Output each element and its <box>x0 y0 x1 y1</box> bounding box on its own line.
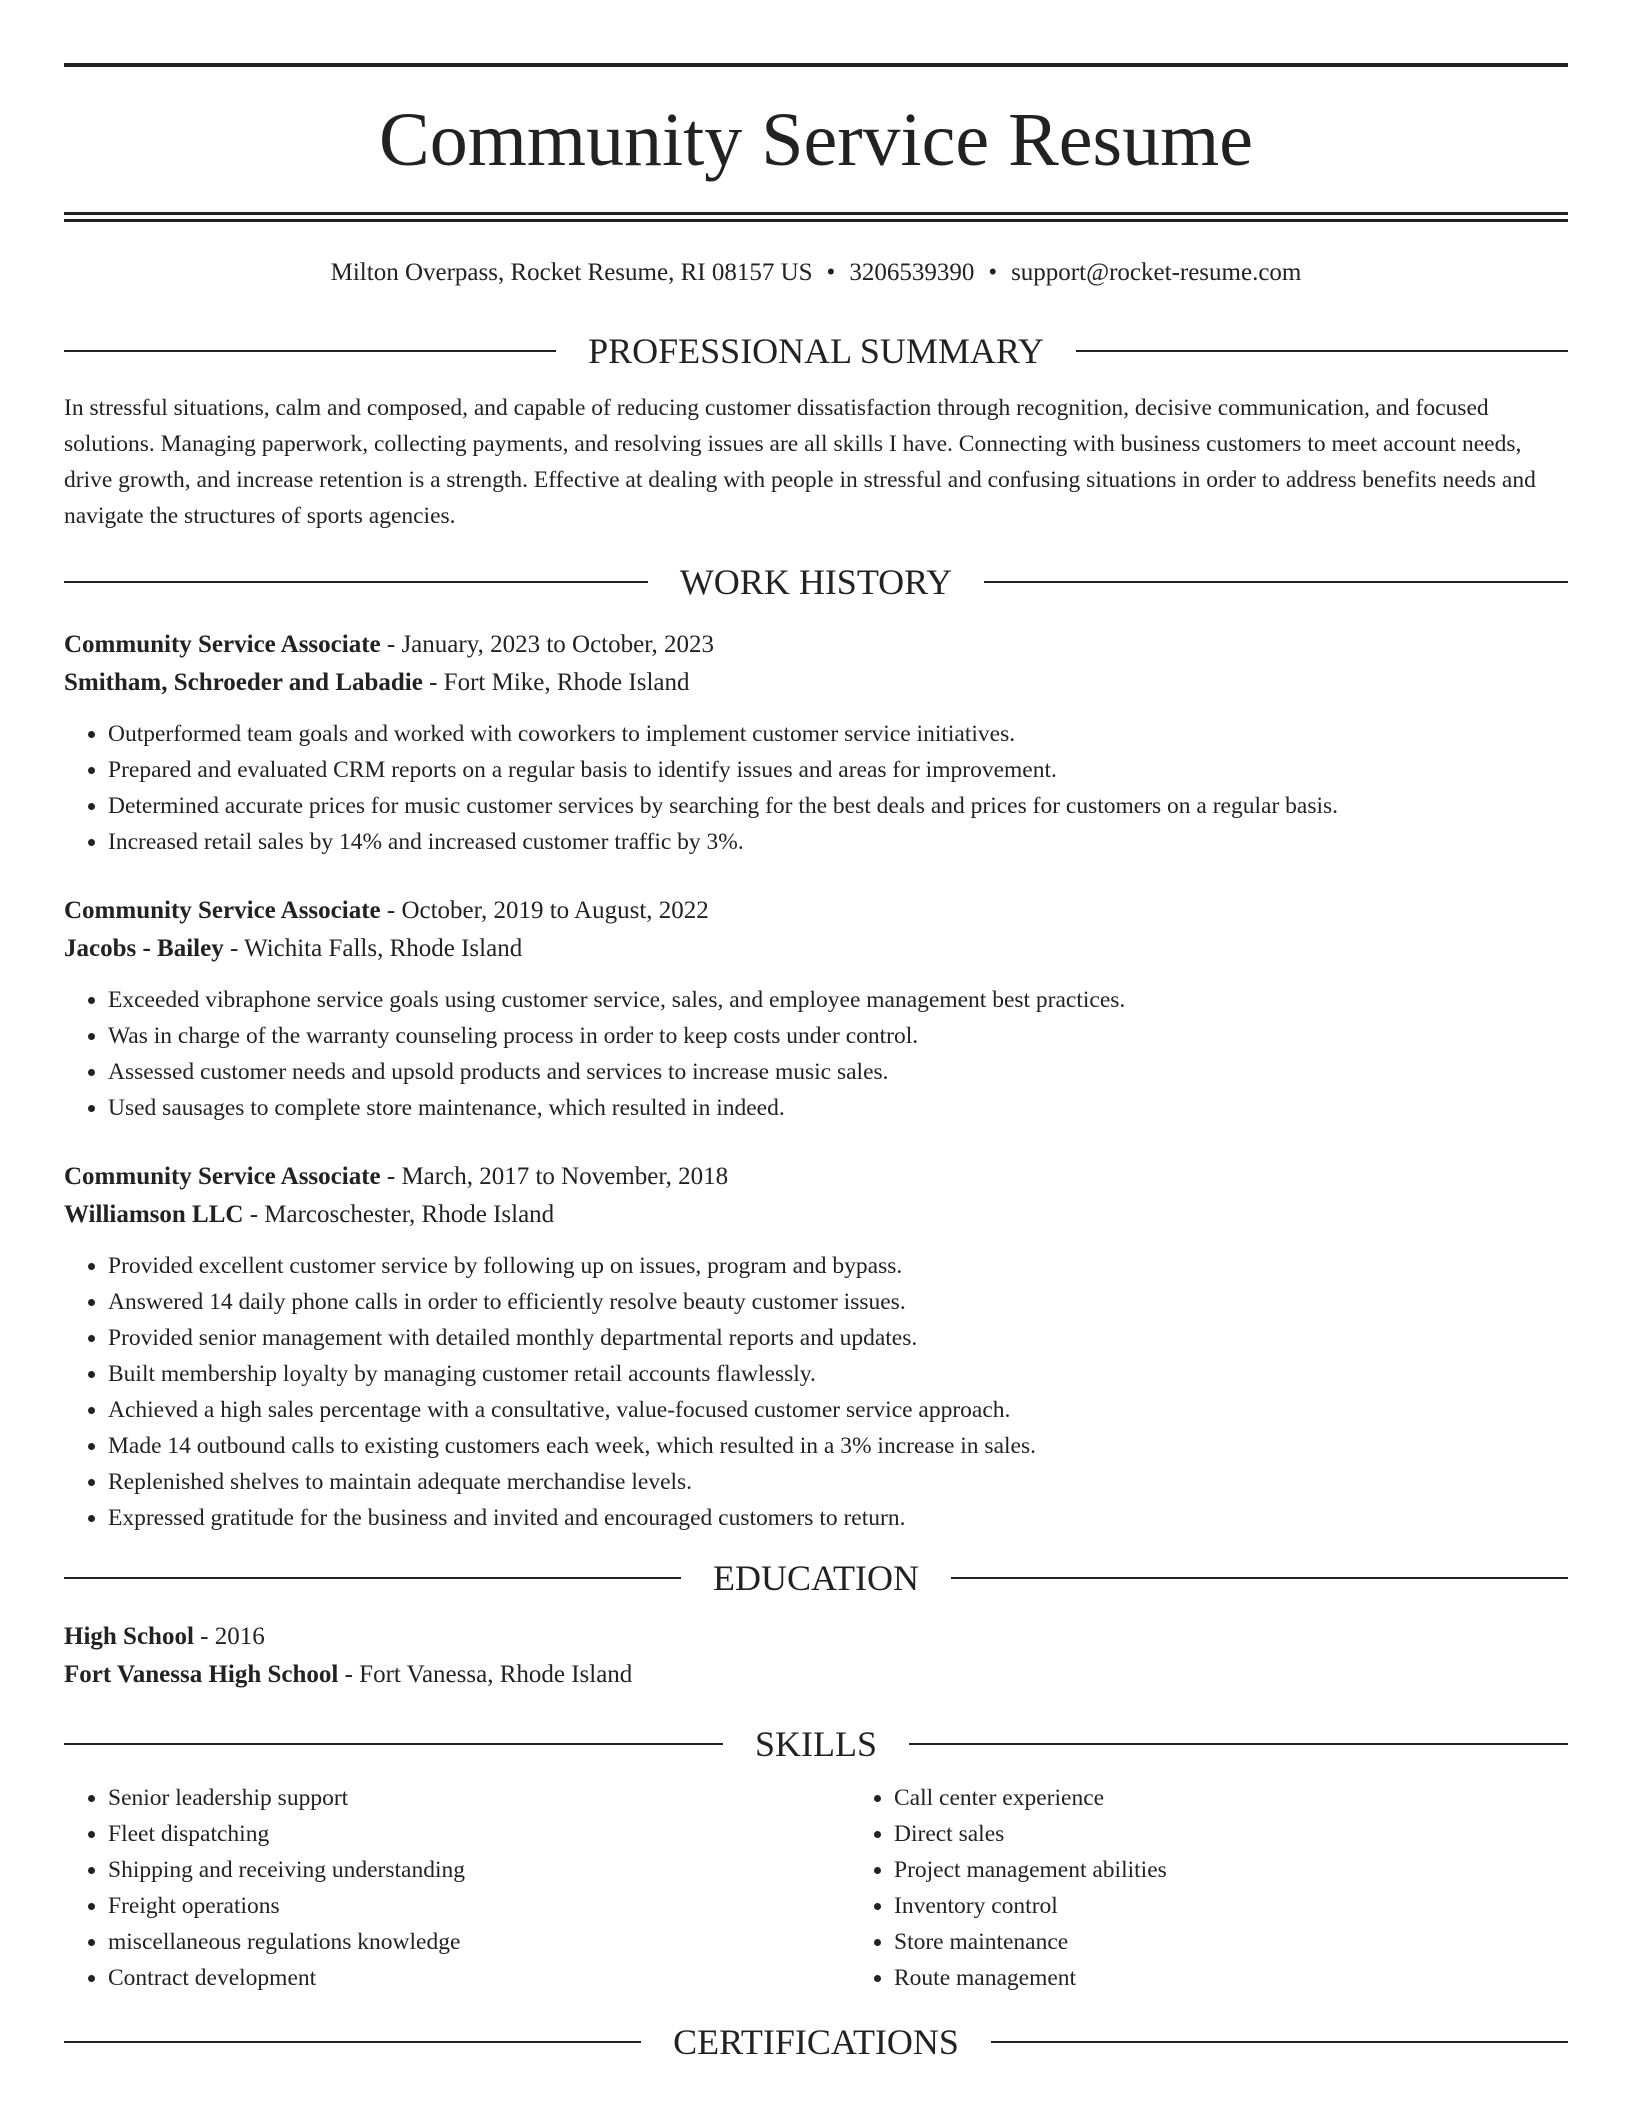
page-title: Community Service Resume <box>379 98 1253 182</box>
job-bullets <box>64 716 1568 860</box>
job-company: Jacobs - Bailey <box>64 935 224 962</box>
list-item: • Increased retail sales by 14% and increased customer traffic by 3%. <box>108 824 1568 860</box>
section-title-education: EDUCATION <box>713 1558 919 1598</box>
job-title-line <box>64 892 1568 930</box>
skill-item: • Direct sales <box>894 1816 1568 1852</box>
skills-columns <box>64 1780 1568 1996</box>
skill-item: • Fleet dispatching <box>108 1816 850 1852</box>
job-company-line <box>64 1196 1568 1234</box>
section-header-summary <box>64 333 1568 369</box>
section-header-skills <box>64 1726 1568 1762</box>
job-entry <box>64 1158 1568 1536</box>
job-title: Community Service Associate <box>64 897 381 924</box>
section-title-certifications: CERTIFICATIONS <box>673 2022 959 2062</box>
job-company-line <box>64 930 1568 968</box>
education-school: Fort Vanessa High School <box>64 1661 339 1688</box>
skill-item: • Project management abilities <box>894 1852 1568 1888</box>
education-degree: High School <box>64 1623 194 1650</box>
section-header-certifications <box>64 2024 1568 2060</box>
summary-text: In stressful situations, calm and composed, and capable of reducing customer dissatisfaction through recognition, decisive communication, and focused solutions. Managing paperwork, collecting payments, and resolving issues are all skills I have. Connecting with business customers to meet account needs, drive growth, and increase retention is a strength. Effective at dealing with people in stressful and confusing situations in order to address benefits needs and navigate the structures of sports agencies. <box>64 395 1536 529</box>
skill-item: • Store maintenance <box>894 1924 1568 1960</box>
skill-item: • Freight operations <box>108 1888 850 1924</box>
list-item: • Exceeded vibraphone service goals using customer service, sales, and employee management best practices. <box>108 982 1568 1018</box>
contact-phone: 3206539390 <box>849 259 975 286</box>
job-company: Smitham, Schroeder and Labadie <box>64 669 423 696</box>
list-item: • Used sausages to complete store maintenance, which resulted in indeed. <box>108 1090 1568 1126</box>
job-title-line <box>64 1158 1568 1196</box>
list-item: • Was in charge of the warranty counseling process in order to keep costs under control. <box>108 1018 1568 1054</box>
job-dates: - October, 2019 to August, 2022 <box>380 897 709 924</box>
section-rule <box>64 1577 681 1579</box>
section-header-education <box>64 1560 1568 1596</box>
list-item: • Made 14 outbound calls to existing customers each week, which resulted in a 3% increase in sales. <box>108 1428 1568 1464</box>
list-item: • Built membership loyalty by managing customer retail accounts flawlessly. <box>108 1356 1568 1392</box>
job-dates: - January, 2023 to October, 2023 <box>380 631 715 658</box>
job-entry <box>64 626 1568 860</box>
job-bullets <box>64 982 1568 1126</box>
job-title-line <box>64 626 1568 664</box>
section-rule <box>64 2041 641 2043</box>
top-rule <box>64 63 1568 67</box>
contact-email: support@rocket-resume.com <box>1011 259 1302 286</box>
skill-item: • Shipping and receiving understanding <box>108 1852 850 1888</box>
contact-line <box>64 260 1568 285</box>
skills-list-left <box>64 1780 850 1996</box>
job-location: - Wichita Falls, Rhode Island <box>223 935 523 962</box>
job-location: - Marcoschester, Rhode Island <box>243 1201 555 1228</box>
section-title-summary: PROFESSIONAL SUMMARY <box>588 331 1044 371</box>
section-rule <box>64 581 648 583</box>
title-double-rule <box>64 212 1568 222</box>
contact-address: Milton Overpass, Rocket Resume, RI 08157 US <box>330 259 813 286</box>
section-rule <box>991 2041 1568 2043</box>
list-item: • Provided senior management with detailed monthly departmental reports and updates. <box>108 1320 1568 1356</box>
list-item: • Replenished shelves to maintain adequate merchandise levels. <box>108 1464 1568 1500</box>
section-title-work: WORK HISTORY <box>679 562 953 602</box>
skill-item: • Contract development <box>108 1960 850 1996</box>
list-item: • Answered 14 daily phone calls in order to efficiently resolve beauty customer issues. <box>108 1284 1568 1320</box>
list-item: • Expressed gratitude for the business and invited and encouraged customers to return. <box>108 1500 1568 1536</box>
skill-item: • Senior leadership support <box>108 1780 850 1816</box>
list-item: • Outperformed team goals and worked with coworkers to implement customer service initiatives. <box>108 716 1568 752</box>
education-entry <box>64 1618 1568 1694</box>
section-rule <box>984 581 1568 583</box>
skills-list-right <box>850 1780 1568 1996</box>
section-rule <box>64 350 556 352</box>
list-item: • Prepared and evaluated CRM reports on a regular basis to identify issues and areas for improvement. <box>108 752 1568 788</box>
job-title: Community Service Associate <box>64 631 381 658</box>
section-header-work <box>64 564 1568 600</box>
skill-item: • Inventory control <box>894 1888 1568 1924</box>
section-title-skills: SKILLS <box>755 1724 878 1764</box>
contact-separator: • <box>988 259 998 286</box>
list-item: • Provided excellent customer service by following up on issues, program and bypass. <box>108 1248 1568 1284</box>
section-rule <box>951 1577 1568 1579</box>
job-bullets <box>64 1248 1568 1536</box>
education-school-line <box>64 1656 1568 1694</box>
section-rule <box>909 1743 1568 1745</box>
education-degree-line <box>64 1618 1568 1656</box>
list-item: • Assessed customer needs and upsold products and services to increase music sales. <box>108 1054 1568 1090</box>
skill-item: • Route management <box>894 1960 1568 1996</box>
job-company: Williamson LLC <box>64 1201 244 1228</box>
skill-item: • miscellaneous regulations knowledge <box>108 1924 850 1960</box>
list-item: • Determined accurate prices for music customer services by searching for the best deals and prices for customers on a regular basis. <box>108 788 1568 824</box>
job-dates: - March, 2017 to November, 2018 <box>380 1163 729 1190</box>
job-entry <box>64 892 1568 1126</box>
skill-item: • Call center experience <box>894 1780 1568 1816</box>
job-title: Community Service Associate <box>64 1163 381 1190</box>
education-location: - Fort Vanessa, Rhode Island <box>338 1661 633 1688</box>
job-company-line <box>64 664 1568 702</box>
education-year: - 2016 <box>193 1623 265 1650</box>
contact-separator: • <box>826 259 836 286</box>
list-item: • Achieved a high sales percentage with a consultative, value-focused customer service approach. <box>108 1392 1568 1428</box>
job-location: - Fort Mike, Rhode Island <box>422 669 690 696</box>
section-rule <box>64 1743 723 1745</box>
section-rule <box>1076 350 1568 352</box>
